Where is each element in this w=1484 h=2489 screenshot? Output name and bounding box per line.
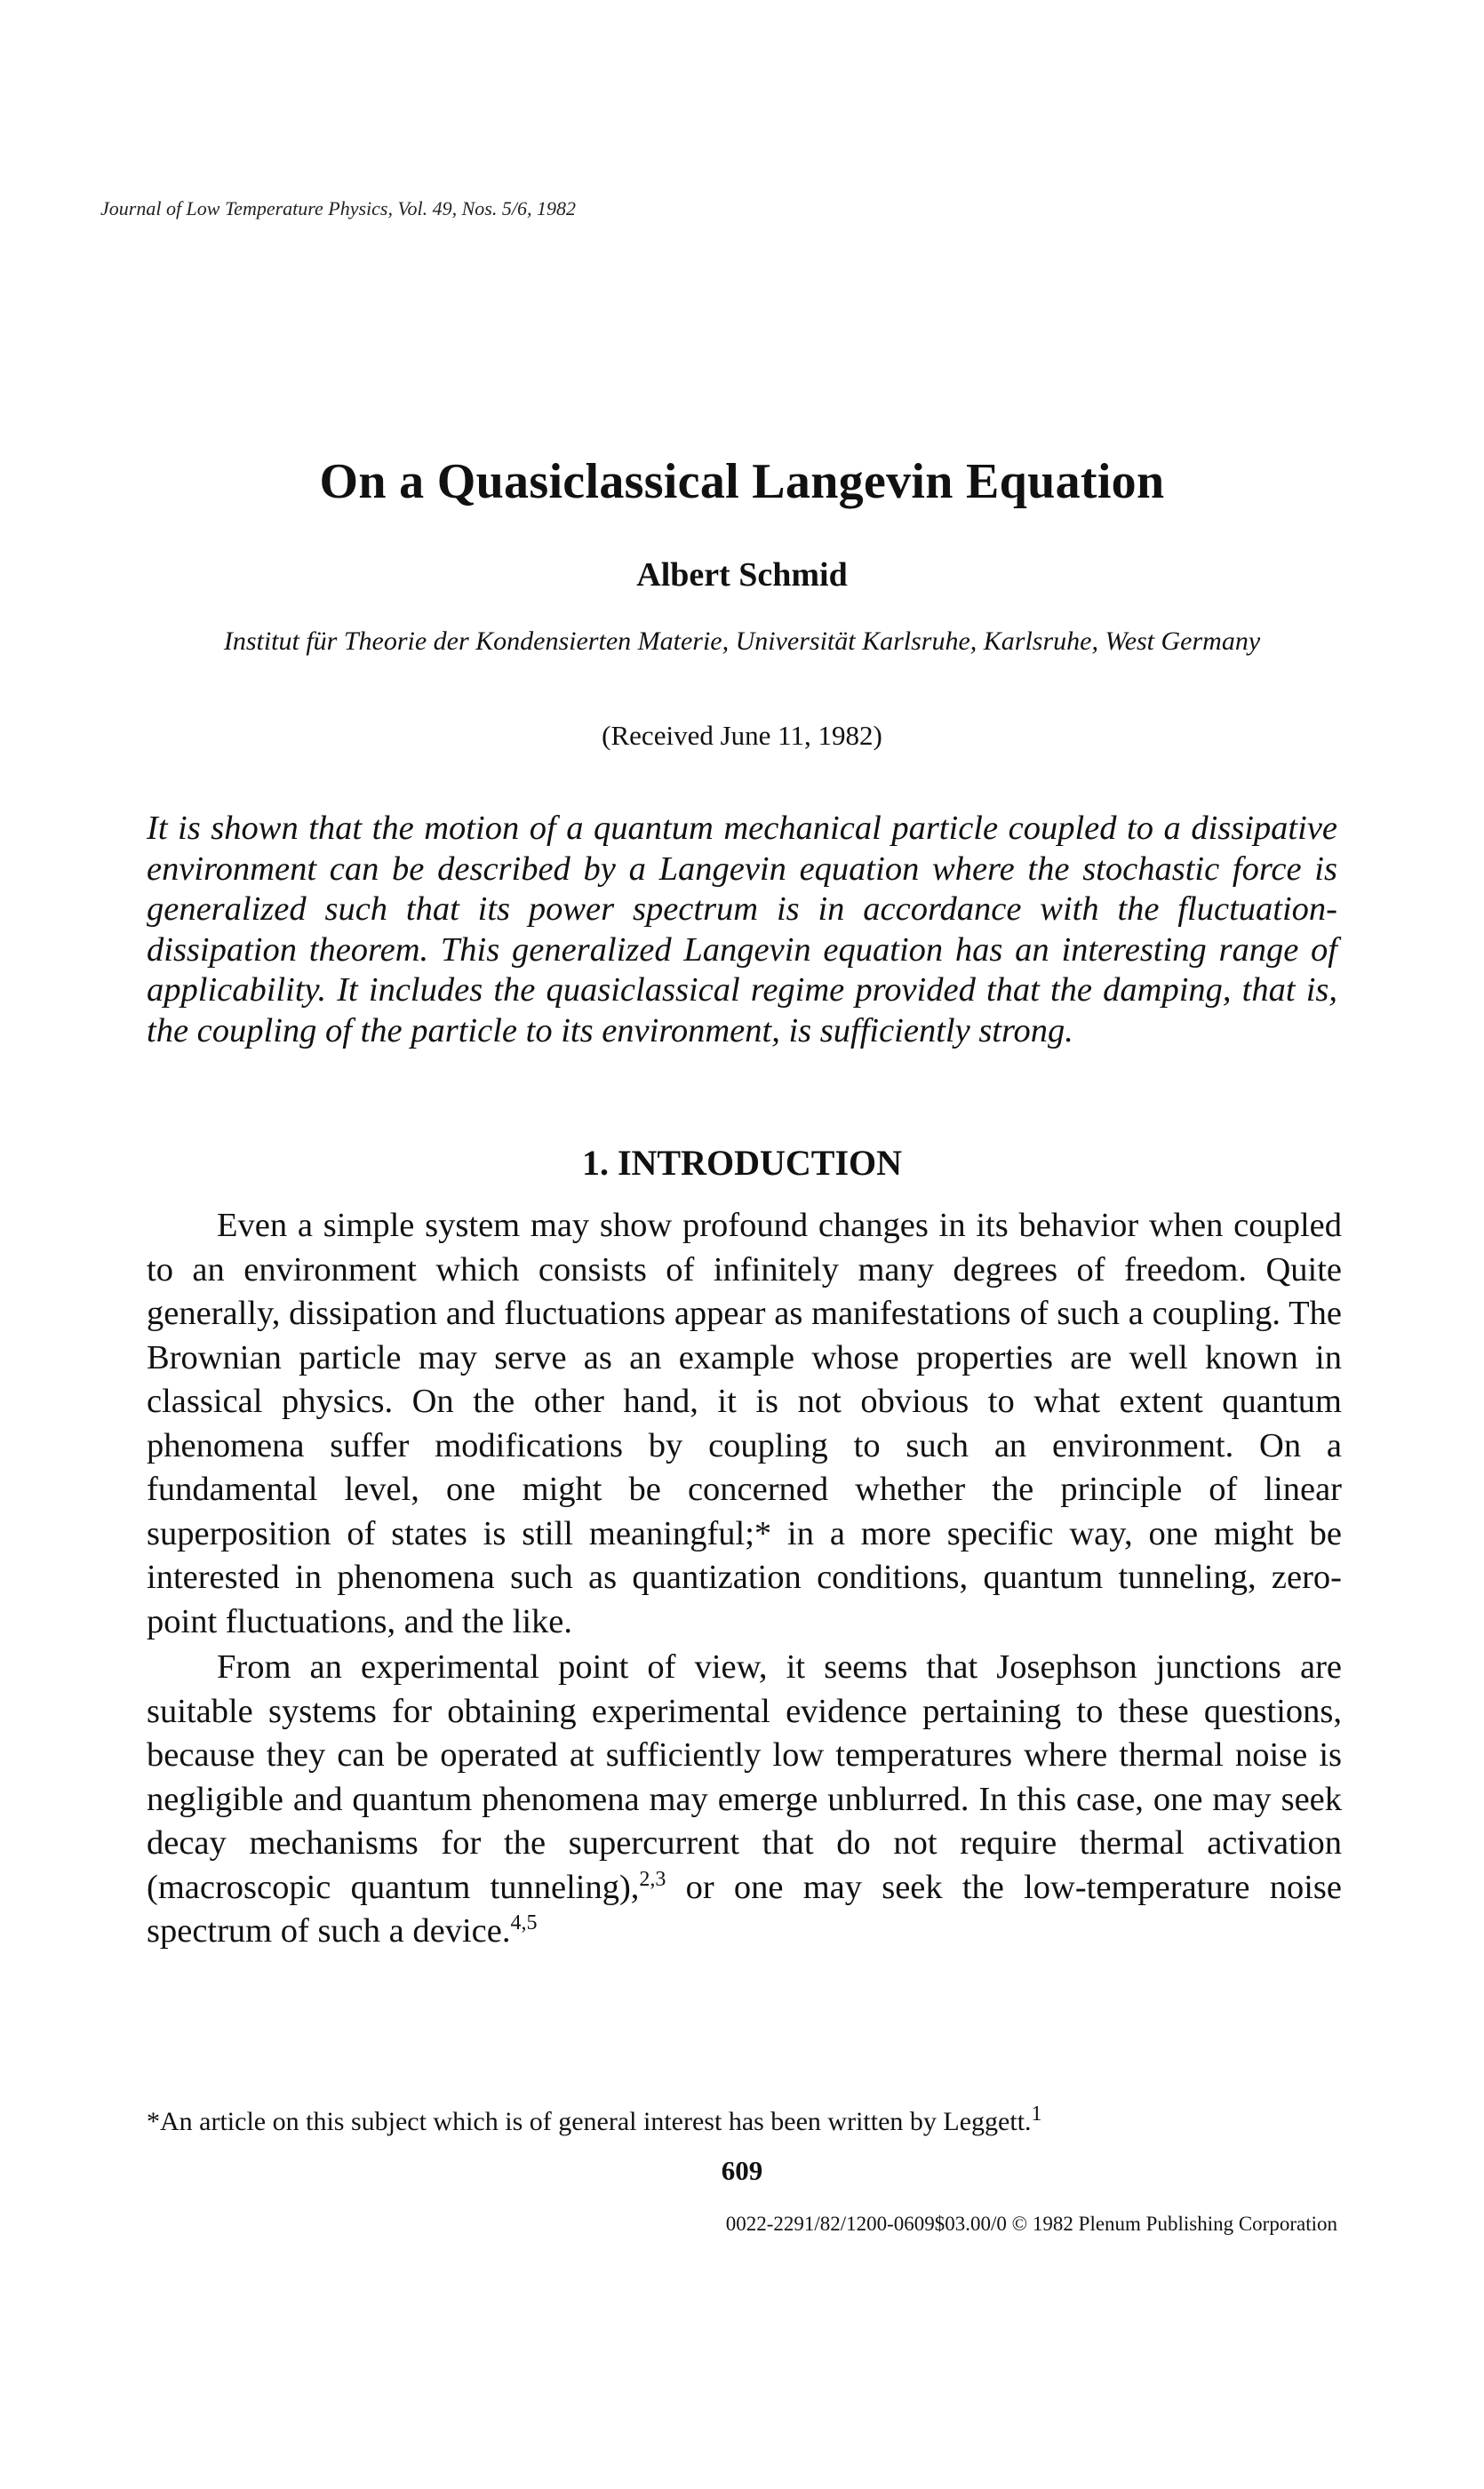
footnote-text: *An article on this subject which is of general interest has been written by Leggett. [147, 2107, 1032, 2136]
section-body [147, 1204, 1342, 1954]
paragraph-text: From an experimental point of view, it seems that Josephson junctions are suitable systems for obtaining experimental evidence pertaining to these questions, because they can be operated at sufficiently low temperatures where thermal noise is negligible and quantum phenomena may emerge unblurred. In this case, one may seek decay mechanisms for the supercurrent that do not require thermal activation (macroscopic quantum tunneling), [147, 1648, 1342, 1906]
received-date: (Received June 11, 1982) [602, 720, 882, 751]
author-name: Albert Schmid [636, 556, 848, 594]
page-number: 609 [721, 2155, 763, 2186]
copyright-line: 0022-2291/82/1200-0609$03.00/0 © 1982 Plenum Publishing Corporation [725, 2213, 1337, 2235]
paper-title: On a Quasiclassical Langevin Equation [319, 454, 1165, 509]
citation-ref: 4,5 [510, 1911, 538, 1935]
footnote [147, 2102, 1342, 2138]
paragraph [147, 1204, 1342, 1644]
abstract: It is shown that the motion of a quantum mechanical particle coupled to a dissipative environment can be described by a Langevin equation where the stochastic force is generalized such that its power spectrum is in accordance with the fluctuation-dissipation theorem. This generalized Langevin equation has an interesting range of applicability. It includes the quasiclassical regime provided that the damping, that is, the coupling of the particle to its environment, is sufficiently strong. [147, 810, 1337, 1049]
journal-citation: Journal of Low Temperature Physics, Vol. 49, Nos. 5/6, 1982 [100, 197, 576, 219]
paragraph-text: Even a simple system may show profound changes in its behavior when coupled to an environment which consists of infinitely many degrees of freedom. Quite generally, dissipation and fluctuations appear as manifestations of such a coupling. The Brownian particle may serve as an example whose properties are well known in classical physics. On the other hand, it is not obvious to what extent quantum phenomena suffer modifications by coupling to such an environment. On a fundamental level, one might be concerned whether the principle of linear superposition of states is still meaningful;* in a more specific way, one might be interested in phenomena such as quantization conditions, quantum tunneling, zero-point fluctuations, and the like. [147, 1207, 1342, 1640]
paragraph [147, 1646, 1342, 1954]
author-affiliation: Institut für Theorie der Kondensierten Materie, Universität Karlsruhe, Karlsruhe, West Germany [223, 626, 1261, 656]
paragraph-text: or one may seek the low-temperature noise spectrum of such a device. [147, 1868, 1343, 1950]
citation-ref: 2,3 [639, 1867, 666, 1891]
section-heading: 1. INTRODUCTION [581, 1143, 903, 1183]
footnote-ref: 1 [1031, 2102, 1042, 2126]
